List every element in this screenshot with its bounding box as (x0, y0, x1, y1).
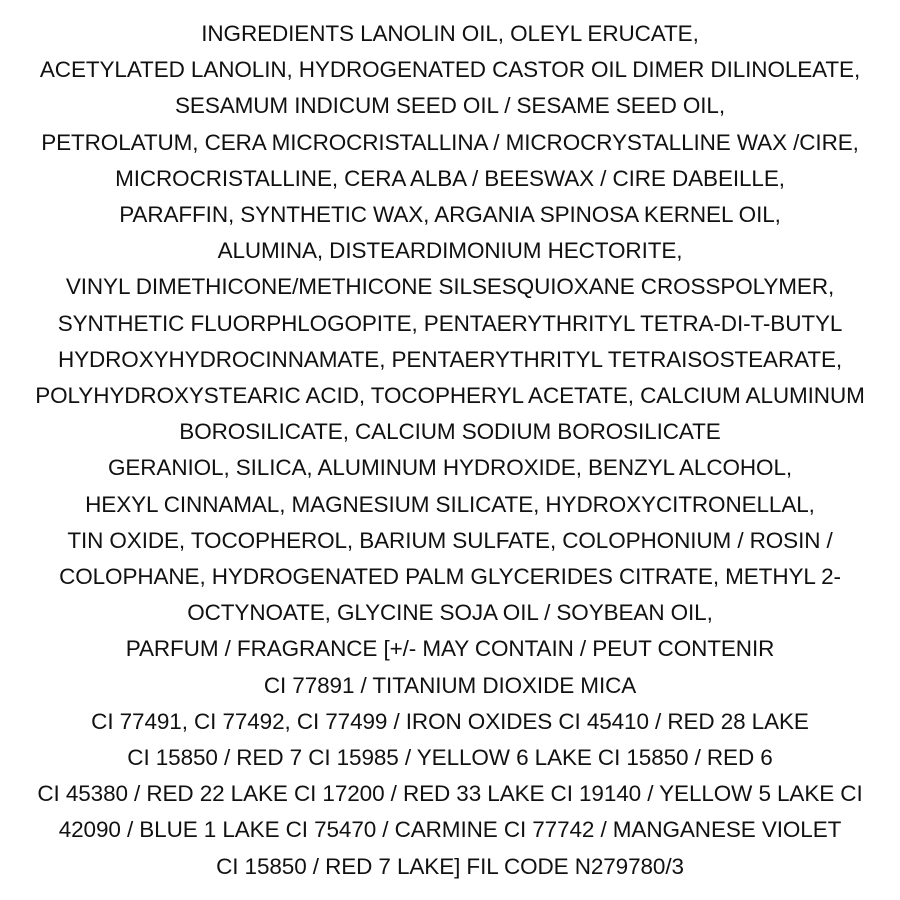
ingredients-line: SESAMUM INDICUM SEED OIL / SESAME SEED OIL, (175, 93, 725, 119)
ingredients-line: ACETYLATED LANOLIN, HYDROGENATED CASTOR OIL DIMER DILINOLEATE, (39, 57, 861, 83)
ingredients-line: HEXYL CINNAMAL, MAGNESIUM SILICATE, HYDROXYCITRONELLAL, (85, 491, 815, 517)
ingredients-line: SYNTHETIC FLUORPHLOGOPITE, PENTAERYTHRITYL TETRA-DI-T-BUTYL (57, 310, 843, 336)
ingredients-line: CI 15850 / RED 7 CI 15985 / YELLOW 6 LAKE CI 15850 / RED 6 (127, 745, 773, 771)
ingredients-line: PARFUM / FRAGRANCE [+/- MAY CONTAIN / PEUT CONTENIR (125, 636, 775, 662)
ingredients-line: COLOPHANE, HYDROGENATED PALM GLYCERIDES CITRATE, METHYL 2- (59, 564, 841, 590)
ingredients-list (0, 16, 900, 885)
ingredients-line: INGREDIENTS LANOLIN OIL, OLEYL ERUCATE, (201, 21, 699, 46)
ingredients-line: OCTYNOATE, GLYCINE SOJA OIL / SOYBEAN OIL, (187, 600, 713, 626)
ingredients-line: ALUMINA, DISTEARDIMONIUM HECTORITE, (217, 238, 683, 264)
ingredients-line: HYDROXYHYDROCINNAMATE, PENTAERYTHRITYL TETRAISOSTEARATE, (57, 346, 843, 372)
ingredients-line: CI 15850 / RED 7 LAKE] FIL CODE N279780/3 (216, 853, 684, 879)
ingredients-line: CI 77491, CI 77492, CI 77499 / IRON OXIDES CI 45410 / RED 28 LAKE (91, 708, 809, 734)
ingredients-line: PARAFFIN, SYNTHETIC WAX, ARGANIA SPINOSA KERNEL OIL, (119, 202, 781, 228)
ingredients-line: POLYHYDROXYSTEARIC ACID, TOCOPHERYL ACETATE, CALCIUM ALUMINUM (35, 383, 865, 409)
ingredients-line: CI 45380 / RED 22 LAKE CI 17200 / RED 33 LAKE CI 19140 / YELLOW 5 LAKE CI (37, 781, 863, 807)
ingredients-line: GERANIOL, SILICA, ALUMINUM HYDROXIDE, BENZYL ALCOHOL, (107, 455, 793, 481)
ingredients-line: CI 77891 / TITANIUM DIOXIDE MICA (263, 672, 637, 698)
ingredients-line: 42090 / BLUE 1 LAKE CI 75470 / CARMINE CI 77742 / MANGANESE VIOLET (58, 817, 842, 843)
ingredients-line: PETROLATUM, CERA MICROCRISTALLINA / MICROCRYSTALLINE WAX /CIRE, (41, 129, 859, 155)
ingredients-line: BOROSILICATE, CALCIUM SODIUM BOROSILICATE (179, 419, 721, 445)
ingredients-line: TIN OXIDE, TOCOPHEROL, BARIUM SULFATE, COLOPHONIUM / ROSIN / (67, 527, 833, 553)
ingredients-line: VINYL DIMETHICONE/METHICONE SILSESQUIOXANE CROSSPOLYMER, (65, 274, 835, 300)
ingredients-line: MICROCRISTALLINE, CERA ALBA / BEESWAX / CIRE DABEILLE, (115, 165, 785, 191)
